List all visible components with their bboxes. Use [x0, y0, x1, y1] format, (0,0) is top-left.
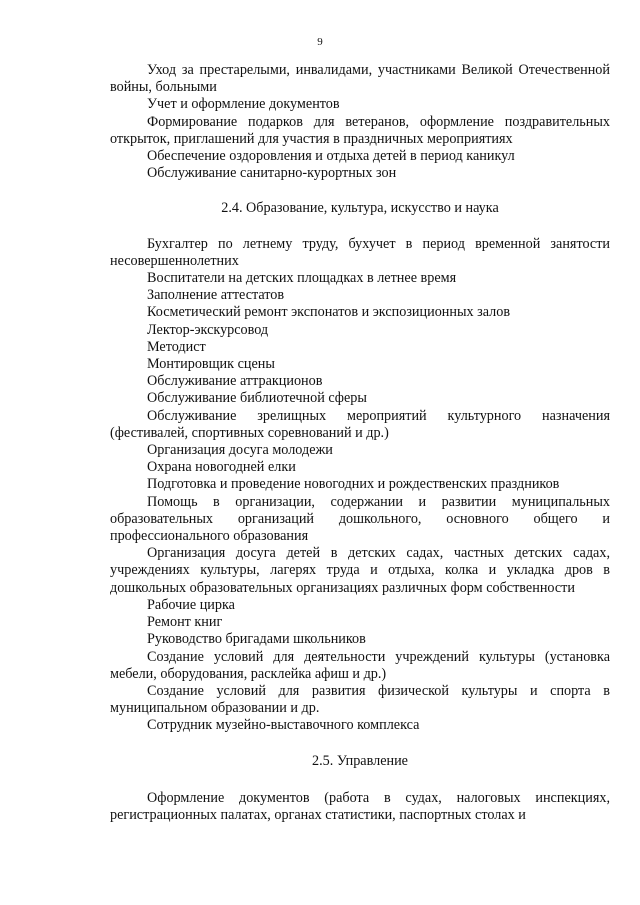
list-item: Воспитатели на детских площадках в летнее время — [147, 270, 457, 287]
list-item: Формирование подарков для ветеранов, оформление поздравительных открыток, приглашений для участия в праздничных мероприятиях — [110, 113, 610, 147]
list-item: Бухгалтер по летнему труду, бухучет в период временной занятости несовершеннолетних — [110, 235, 610, 269]
list-item: Ремонт книг — [147, 614, 223, 631]
document-body — [110, 62, 610, 824]
section-heading-2-4: 2.4. Образование, культура, искусство и наука — [221, 200, 499, 217]
list-item: Учет и оформление документов — [147, 96, 340, 113]
list-item: Обслуживание аттракционов — [147, 373, 323, 390]
list-item: Создание условий для развития физической культуры и спорта в муниципальном образовании и др. — [110, 682, 610, 717]
list-item: Заполнение аттестатов — [147, 287, 285, 304]
list-item: Оформление документов (работа в судах, налоговых инспекциях, регистрационных палатах, органах статистики, паспортных столах и — [110, 789, 610, 823]
list-item: Рабочие цирка — [147, 596, 235, 613]
list-item: Обеспечение оздоровления и отдыха детей в период каникул — [147, 148, 515, 165]
list-item: Руководство бригадами школьников — [147, 631, 366, 648]
list-item: Косметический ремонт экспонатов и экспозиционных залов — [147, 304, 511, 321]
list-item: Обслуживание санитарно-курортных зон — [147, 165, 397, 182]
list-item: Уход за престарелыми, инвалидами, участниками Великой Отечественной войны, больными — [110, 62, 610, 96]
list-item: Обслуживание зрелищных мероприятий культурного назначения (фестивалей, спортивных соревнований и др.) — [110, 407, 610, 441]
list-item: Обслуживание библиотечной сферы — [147, 390, 367, 407]
list-item: Организация досуга детей в детских садах, частных детских садах, учреждениях культуры, лагерях труда и отдыха, колка и укладка дров в дошкольных образовательных организациях различных форм собственности — [110, 545, 610, 596]
list-item: Сотрудник музейно-выставочного комплекса — [147, 717, 420, 734]
list-item: Охрана новогодней елки — [147, 459, 296, 476]
list-item: Создание условий для деятельности учреждений культуры (установка мебели, оборудования, расклейка афиш и др.) — [110, 648, 610, 682]
list-item: Помощь в организации, содержании и развитии муниципальных образовательных организаций дошкольного, основного общего и профессионального образования — [110, 493, 610, 545]
section-heading-2-5: 2.5. Управление — [312, 752, 408, 769]
list-item: Подготовка и проведение новогодних и рождественских праздников — [147, 476, 560, 493]
list-item: Методист — [147, 338, 206, 355]
list-item: Монтировщик сцены — [147, 356, 275, 373]
page-number: 9 — [317, 36, 323, 48]
list-item: Лектор-экскурсовод — [147, 321, 269, 338]
list-item: Организация досуга молодежи — [147, 442, 333, 459]
